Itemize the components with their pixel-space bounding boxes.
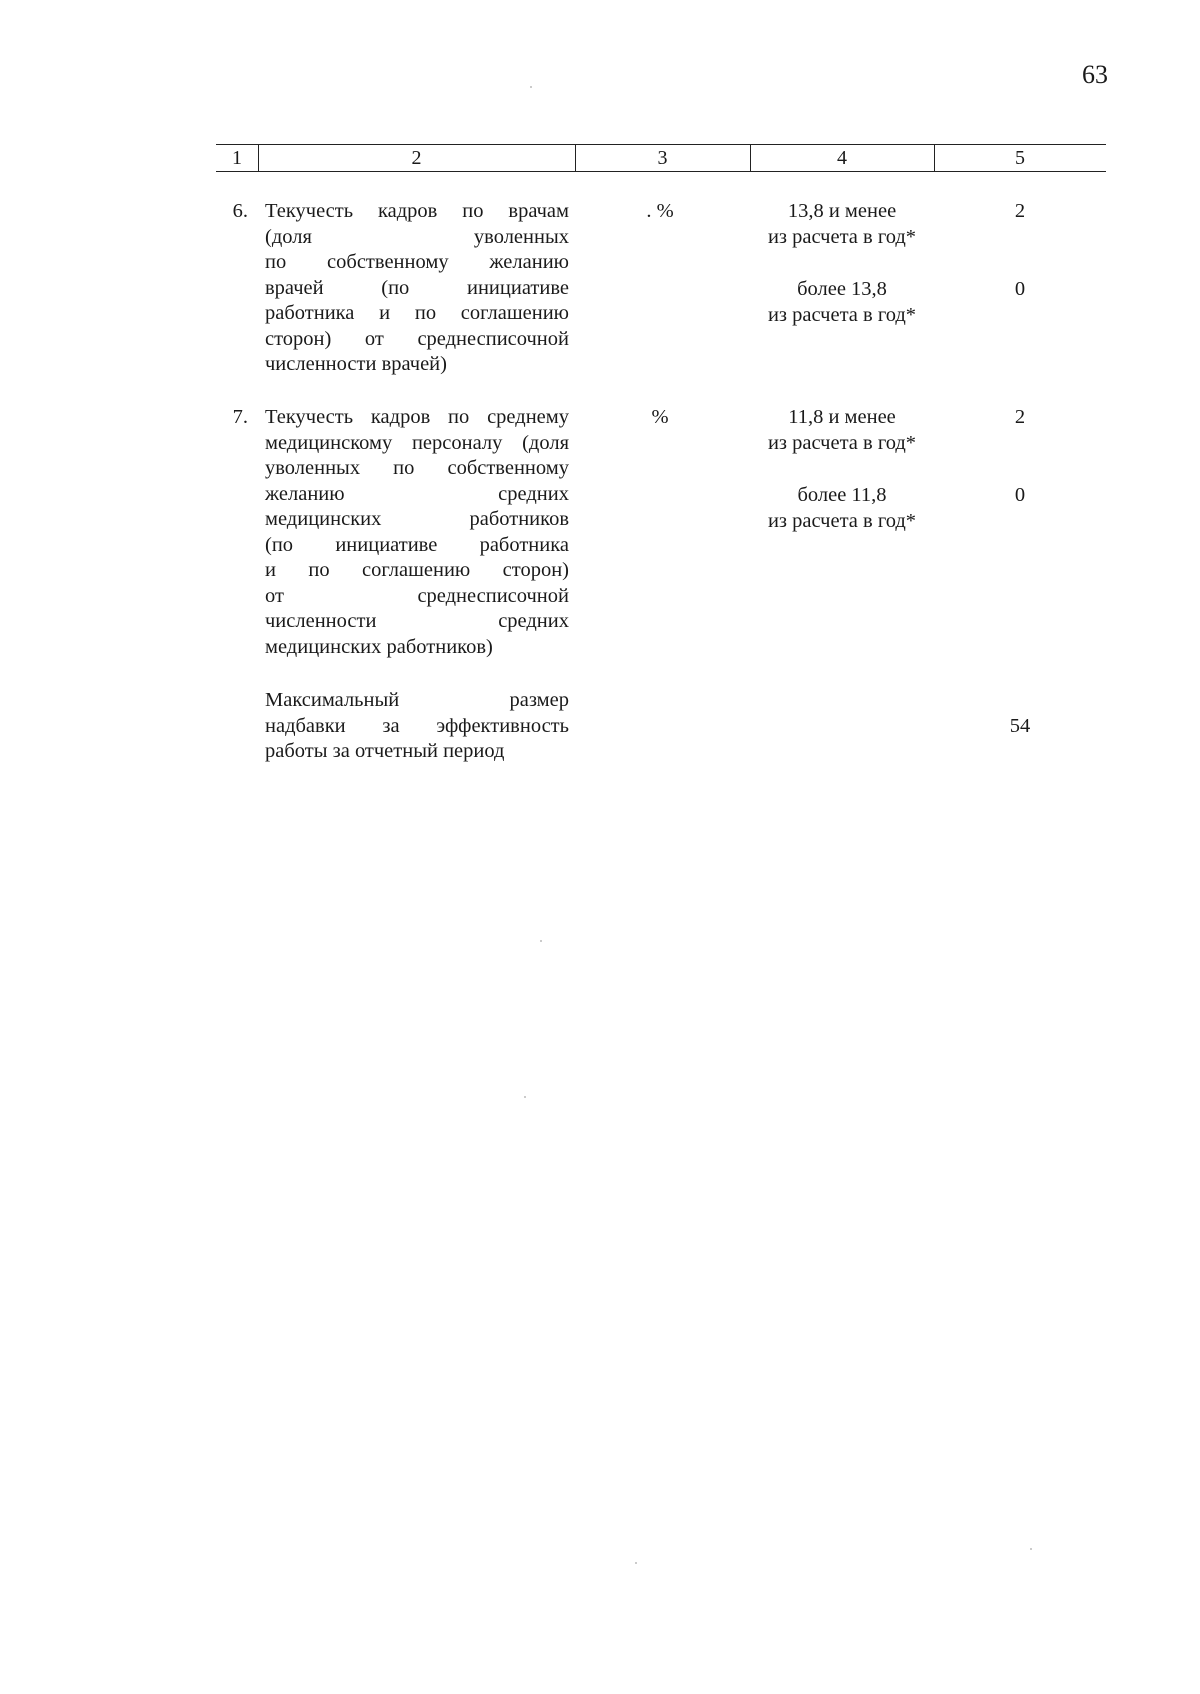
row-unit: % [651, 406, 669, 428]
criterion-line: 13,8 и менее [787, 200, 897, 222]
row-unit: . % [646, 200, 674, 222]
criterion-value [742, 277, 942, 328]
criterion-value [742, 405, 942, 456]
desc-line: Текучесть кадров по среднему [265, 406, 569, 428]
criterion-line: из расчета в год* [767, 303, 917, 326]
criterion-line: более 11,8 [797, 484, 887, 506]
header-col-4: 4 [750, 145, 935, 171]
scan-speck [524, 1096, 526, 1098]
row-description [265, 199, 569, 378]
page-number: 63 [1082, 60, 1108, 89]
desc-line: по собственному желанию [265, 251, 569, 273]
header-col-2: 2 [258, 145, 576, 171]
summary-row [0, 688, 1200, 768]
desc-line: уволенных по собственному [265, 457, 569, 479]
desc-line: Текучесть кадров по врачам [265, 200, 569, 222]
criterion-score: 2 [1014, 406, 1026, 428]
criterion-value [742, 199, 942, 250]
criterion-line: более 13,8 [797, 278, 887, 300]
row-number: 6. [232, 200, 248, 222]
header-col-5: 5 [1015, 147, 1025, 169]
desc-line: (доля уволенных [265, 225, 569, 248]
desc-line: медицинских работников) [265, 635, 493, 658]
desc-line: (по инициативе работника [265, 533, 569, 556]
desc-line: работы за отчетный период [265, 740, 505, 762]
desc-line: сторон) от среднесписочной [265, 327, 569, 350]
criterion-score: 0 [1014, 484, 1026, 506]
criterion-line: из расчета в год* [767, 225, 917, 248]
desc-line: Максимальный размер [265, 689, 569, 711]
desc-line: работника и по соглашению [265, 302, 569, 324]
criterion-score: 2 [1014, 200, 1026, 222]
summary-score: 54 [1009, 715, 1031, 737]
criterion-line: из расчета в год* [767, 509, 917, 532]
desc-line: желанию средних [265, 482, 569, 505]
table-header-row [216, 144, 1106, 172]
criterion-line: из расчета в год* [767, 431, 917, 454]
desc-line: от среднесписочной [265, 584, 569, 607]
summary-description [265, 688, 569, 765]
scan-speck [540, 940, 542, 942]
desc-line: и по соглашению сторон) [265, 559, 569, 581]
desc-line: надбавки за эффективность [265, 714, 569, 737]
table-row-7 [0, 405, 1200, 665]
row-description [265, 405, 569, 660]
table-row-6 [0, 199, 1200, 389]
criterion-value [742, 483, 942, 534]
scan-speck [1030, 1548, 1032, 1550]
criterion-line: 11,8 и менее [788, 406, 896, 428]
criterion-score: 0 [1014, 278, 1026, 300]
desc-line: численности врачей) [265, 353, 447, 375]
header-col-1: 1 [216, 145, 259, 171]
scan-speck [530, 86, 532, 88]
desc-line: численности средних [265, 610, 569, 632]
scan-speck [635, 1562, 637, 1564]
row-number: 7. [232, 406, 248, 428]
header-col-3: 3 [575, 145, 751, 171]
desc-line: врачей (по инициативе [265, 276, 569, 299]
desc-line: медицинскому персоналу (доля [265, 431, 569, 454]
desc-line: медицинских работников [265, 508, 569, 530]
